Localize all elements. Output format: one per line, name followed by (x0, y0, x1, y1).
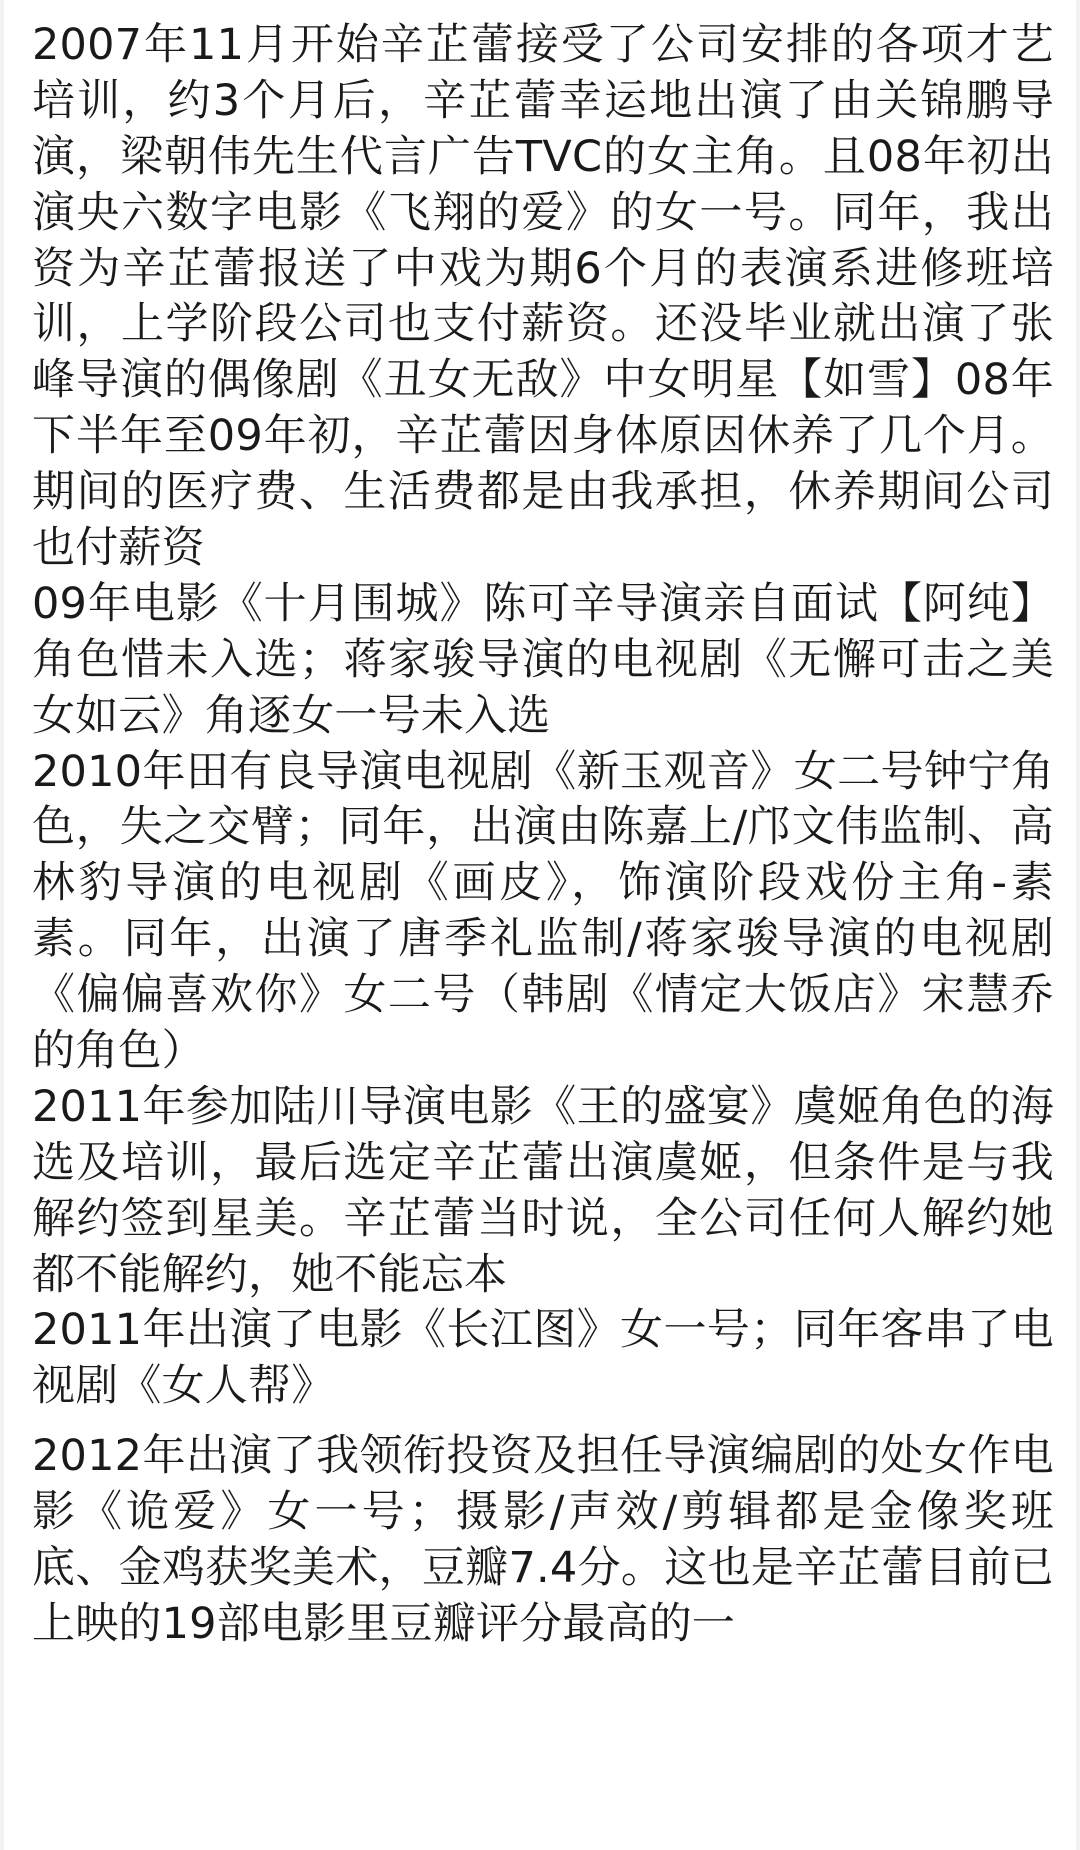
paragraph-1: 2007年11月开始辛芷蕾接受了公司安排的各项才艺培训，约3个月后，辛芷蕾幸运地出演了由关锦鹏导演，梁朝伟先生代言广告TVC的女主角。且08年初出演央六数字电影《飞翔的爱》的女一号。同年，我出资为辛芷蕾报送了中戏为期6个月的表演系进修班培训，上学阶段公司也支付薪资。还没毕业就出演了张峰导演的偶像剧《丑女无敌》中女明星【如雪】08年下半年至09年初，辛芷蕾因身体原因休养了几个月。期间的医疗费、生活费都是由我承担，休养期间公司也付薪资 (32, 20, 1054, 574)
document-text-body (32, 18, 1054, 1653)
paragraph-3: 2010年田有良导演电视剧《新玉观音》女二号钟宁角色，失之交臂；同年，出演由陈嘉上/邝文伟监制、高林豹导演的电视剧《画皮》，饰演阶段戏份主角-素素。同年，出演了唐季礼监制/蒋家骏导演的电视剧《偏偏喜欢你》女二号（韩剧《情定大饭店》宋慧乔的角色） (32, 746, 1054, 1077)
paragraph-4: 2011年参加陆川导演电影《王的盛宴》虞姬角色的海选及培训，最后选定辛芷蕾出演虞姬，但条件是与我解约签到星美。辛芷蕾当时说，全公司任何人解约她都不能解约，她不能忘本 (32, 1081, 1054, 1300)
paragraph-6: 2012年出演了我领衔投资及担任导演编剧的处女作电影《诡爱》女一号；摄影/声效/剪辑都是金像奖班底、金鸡获奖美术，豆瓣7.4分。这也是辛芷蕾目前已上映的19部电影里豆瓣评分最高的一 (32, 1431, 1054, 1649)
paragraph-2: 09年电影《十月围城》陈可辛导演亲自面试【阿纯】角色惜未入选；蒋家骏导演的电视剧《无懈可击之美女如云》角逐女一号未入选 (32, 578, 1054, 741)
paragraph-5: 2011年出演了电影《长江图》女一号；同年客串了电视剧《女人帮》 (32, 1305, 1054, 1412)
